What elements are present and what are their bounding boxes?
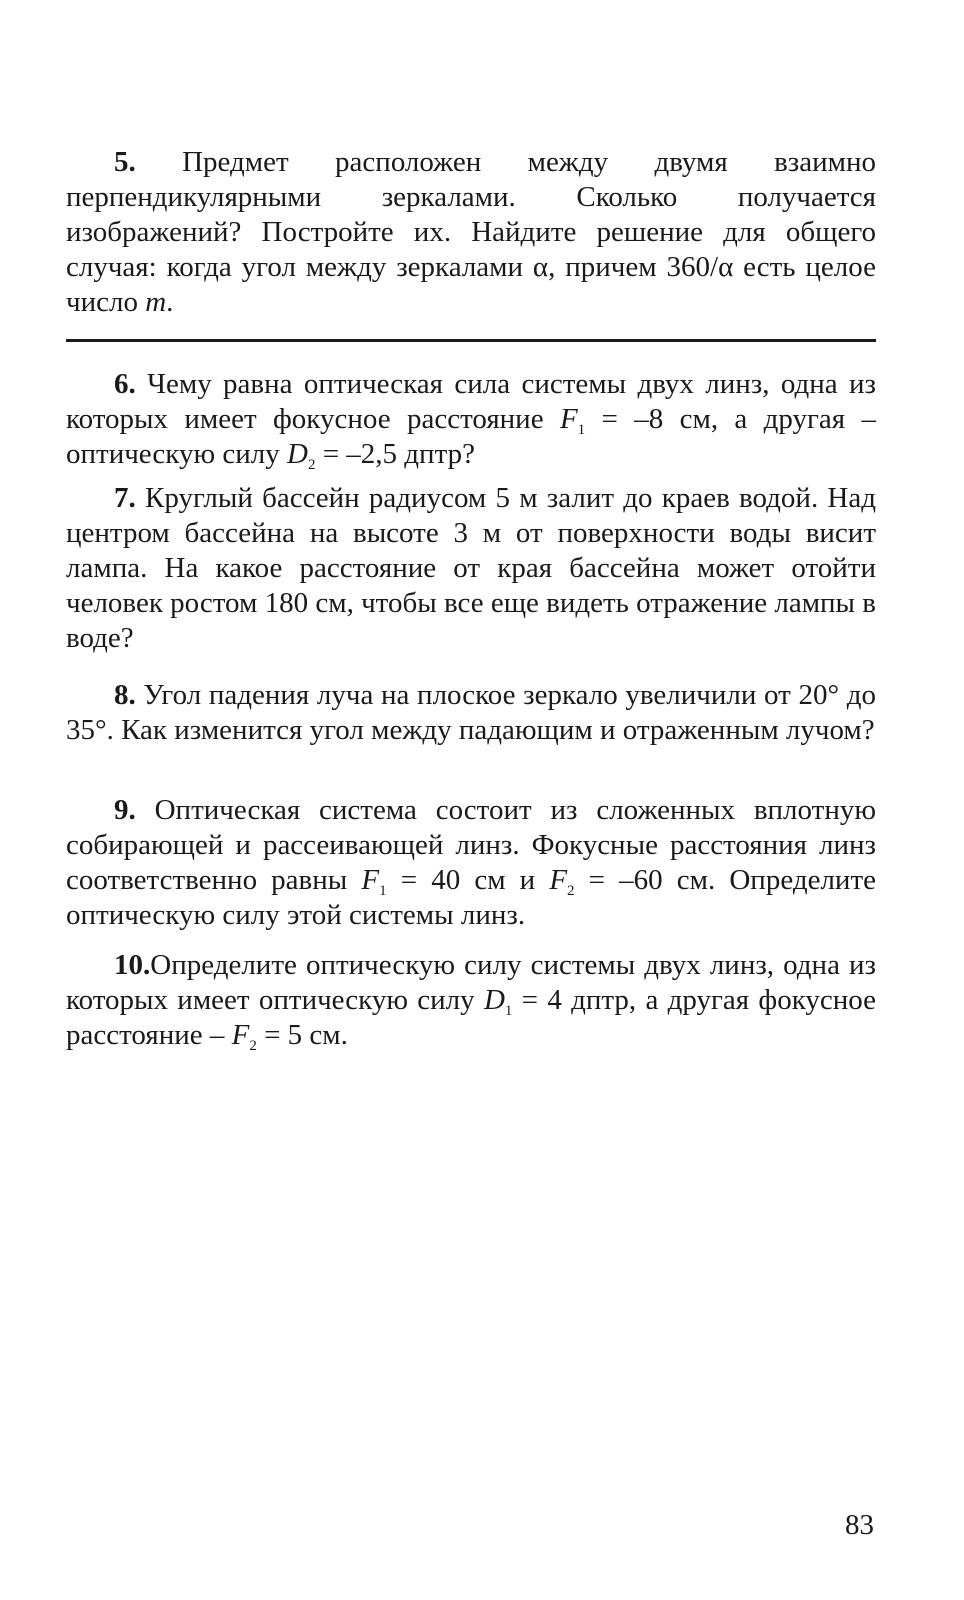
problem-text: = –2,5 дптр?	[315, 438, 475, 470]
problem-6	[66, 367, 876, 472]
variable-F: F	[559, 403, 578, 435]
section-divider	[66, 339, 876, 342]
problem-text: Чему равна оптическая сила системы двух линз, одна из которых имеет фокусное расстояние	[66, 368, 876, 435]
problem-text: Угол падения луча на плоское зеркало увеличили от 20° до 35°. Как изменится угол между падающим и отраженным лучом?	[66, 679, 876, 746]
problem-8	[66, 678, 876, 748]
variable-F: F	[231, 1019, 250, 1051]
problem-text: = –8 см, а другая – оптическую силу	[66, 403, 876, 470]
problem-text: = 5 см.	[256, 1019, 348, 1051]
problem-number: 7.	[114, 482, 136, 514]
problem-number: 10.	[114, 949, 151, 981]
problem-text: Оптическая система состоит из сложенных вплотную собирающей и рассеивающей линз. Фокусные расстояния линз соответственно равны	[66, 794, 877, 896]
subscript: 2	[249, 1038, 257, 1054]
problem-9	[66, 793, 876, 933]
variable-D: D	[483, 984, 505, 1016]
subscript: 2	[307, 457, 316, 473]
problem-number: 5.	[114, 146, 136, 178]
problem-7	[66, 481, 876, 656]
subscript: 1	[379, 883, 387, 899]
problem-5	[66, 145, 876, 320]
variable-F2: F	[549, 864, 568, 896]
problem-text: = –60 см. Определите оптическую силу этой системы линз.	[66, 864, 876, 931]
problem-number: 8.	[114, 679, 136, 711]
problem-text-tail: .	[166, 286, 174, 318]
problem-text: = 4 дптр, а другая фокусное расстояние –	[66, 984, 876, 1051]
subscript: 1	[504, 1003, 513, 1019]
variable-F1: F	[361, 864, 380, 896]
problem-text: = 40 см и	[386, 864, 550, 896]
subscript: 2	[567, 883, 575, 899]
problem-number: 6.	[114, 368, 136, 400]
page-number: 83	[845, 1509, 874, 1541]
subscript: 1	[577, 422, 586, 438]
problem-text: Предмет расположен между двумя взаимно перпендикулярными зеркалами. Сколько получается изображений? Постройте их. Найдите решение для общего случая: когда угол между зеркалами α, причем 360/α есть целое число	[66, 146, 876, 318]
problem-text: Круглый бассейн радиусом 5 м залит до краев водой. Над центром бассейна на высоте 3 м от поверхности воды висит лампа. На какое расстояние от края бассейна может отойти человек ростом 180 см, чтобы все еще видеть отражение лампы в воде?	[66, 482, 876, 654]
variable-m: m	[145, 286, 167, 318]
problem-text: Определите оптическую силу системы двух линз, одна из которых имеет оптическую силу	[66, 949, 876, 1016]
problem-number: 9.	[114, 794, 136, 826]
problem-10	[66, 948, 876, 1053]
variable-D: D	[286, 438, 308, 470]
